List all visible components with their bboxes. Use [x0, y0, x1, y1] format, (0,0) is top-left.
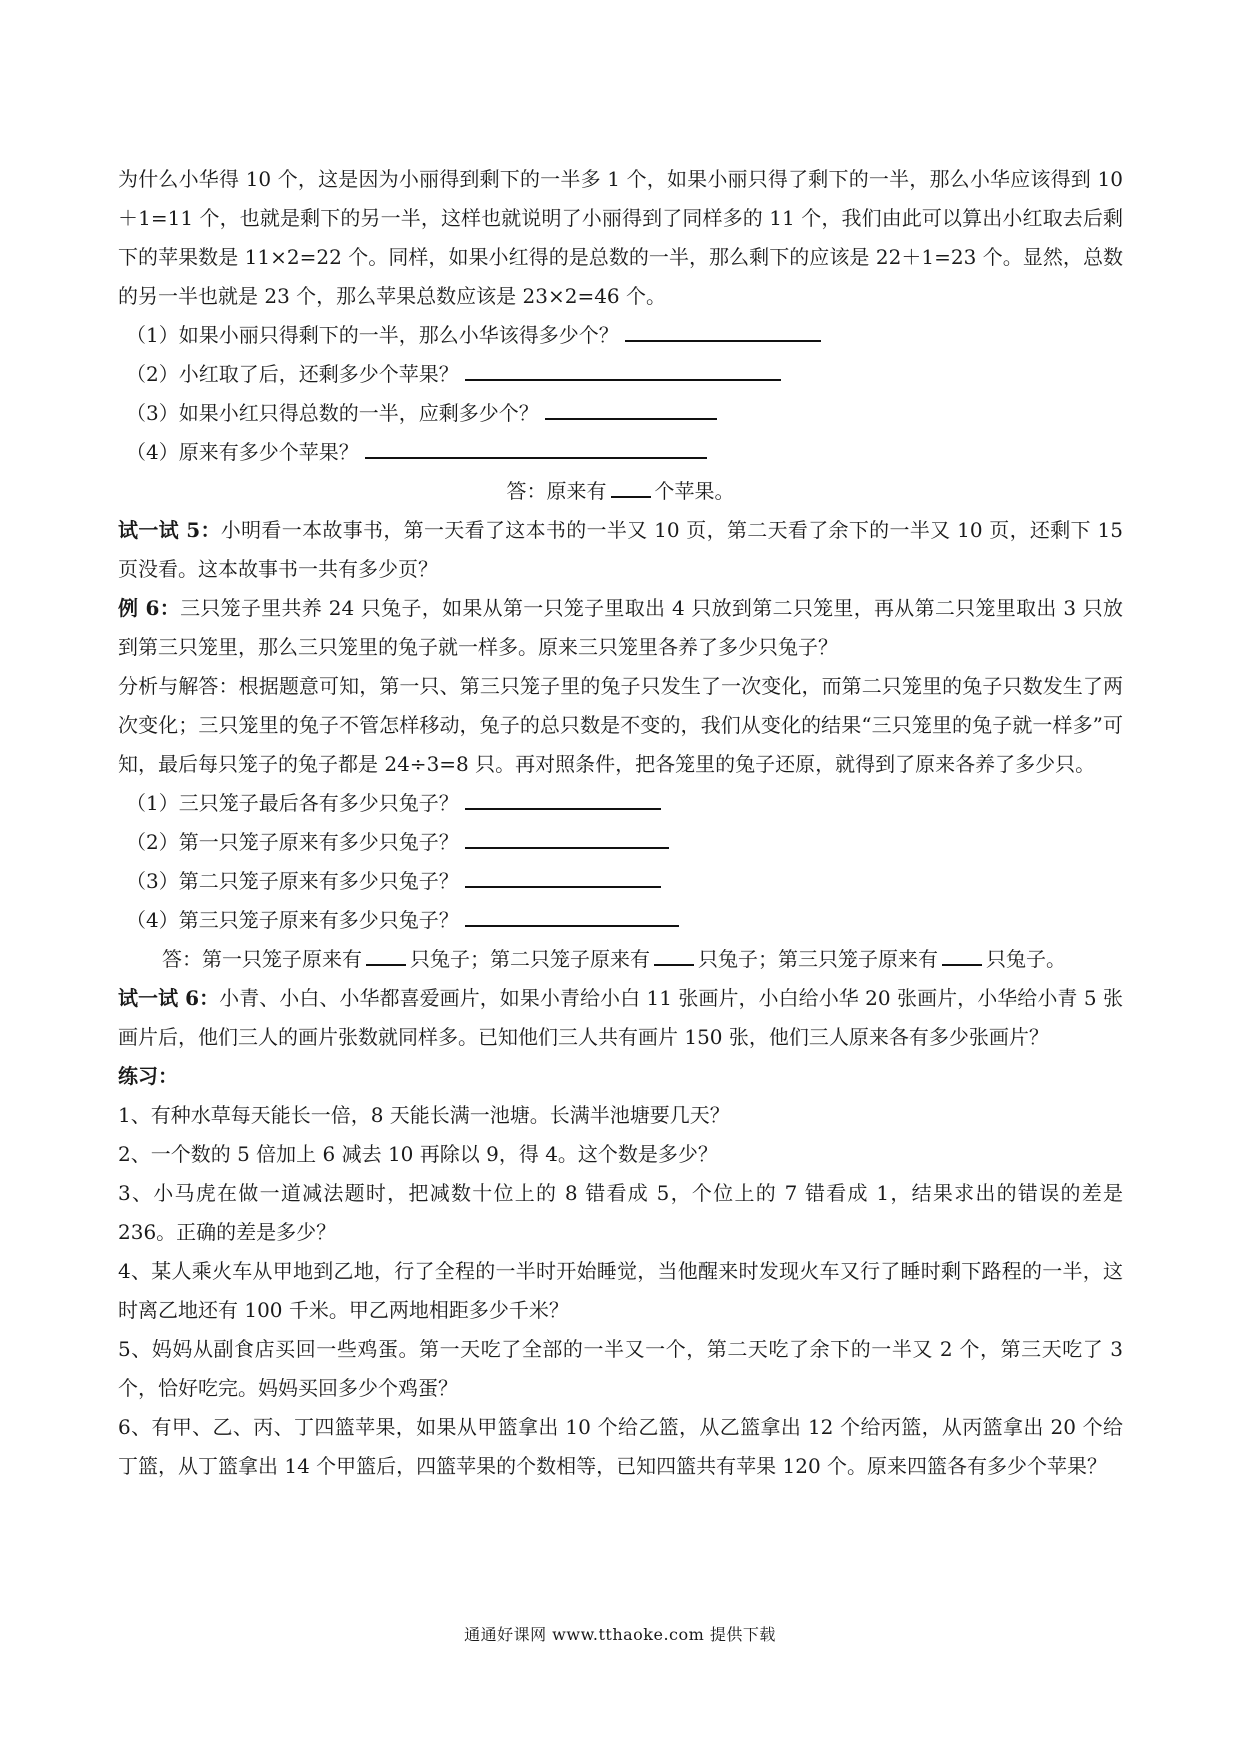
try-it-text: 小青、小白、小华都喜爱画片，如果小青给小白 11 张画片，小白给小华 20 张画片，小华给小青 5 张画片后，他们三人的画片张数就同样多。已知他们三人共有画片 150 张，他们三人原来各有多少张画片？	[118, 986, 1123, 1049]
try-it-label: 试一试 5：	[118, 518, 221, 542]
question-line	[118, 901, 1123, 940]
question-line	[118, 823, 1123, 862]
answer-text: 只兔子；第二只笼子原来有	[410, 947, 650, 971]
answer-blank[interactable]	[365, 456, 707, 459]
answer-blank[interactable]	[465, 807, 661, 810]
practice-item: 3、小马虎在做一道减法题时，把减数十位上的 8 错看成 5，个位上的 7 错看成 1，结果求出的错误的差是 236。正确的差是多少？	[118, 1181, 1123, 1244]
practice-item: 1、有种水草每天能长一倍，8 天能长满一池塘。长满半池塘要几天？	[118, 1103, 730, 1127]
question-text: （2）小红取了后，还剩多少个苹果？	[126, 362, 459, 386]
practice-item: 6、有甲、乙、丙、丁四篮苹果，如果从甲篮拿出 10 个给乙篮，从乙篮拿出 12 个给丙篮，从丙篮拿出 20 个给丁篮，从丁篮拿出 14 个甲篮后，四篮苹果的个数相等，已知四篮共有苹果 120 个。原来四篮各有多少个苹果？	[118, 1415, 1123, 1478]
question-line	[118, 862, 1123, 901]
question-text: （4）第三只笼子原来有多少只兔子？	[126, 908, 459, 932]
question-line	[118, 355, 1123, 394]
try-it-6	[118, 979, 1123, 1057]
document-body	[118, 160, 1123, 1486]
answer-text: 答：原来有	[506, 479, 607, 503]
answer-blank[interactable]	[545, 417, 717, 420]
answer-blank[interactable]	[465, 846, 669, 849]
answer-blank[interactable]	[942, 963, 982, 966]
answer-text: 答：第一只笼子原来有	[162, 947, 362, 971]
try-it-5	[118, 511, 1123, 589]
answer-line	[118, 472, 1123, 511]
question-line	[118, 316, 1123, 355]
practice-item: 4、某人乘火车从甲地到乙地，行了全程的一半时开始睡觉，当他醒来时发现火车又行了睡时剩下路程的一半，这时离乙地还有 100 千米。甲乙两地相距多少千米？	[118, 1259, 1123, 1322]
question-line	[118, 394, 1123, 433]
question-line	[118, 433, 1123, 472]
question-text: （2）第一只笼子原来有多少只兔子？	[126, 830, 459, 854]
answer-blank[interactable]	[611, 495, 651, 498]
question-line	[118, 784, 1123, 823]
practice-item: 5、妈妈从副食店买回一些鸡蛋。第一天吃了全部的一半又一个，第二天吃了余下的一半又 2 个，第三天吃了 3 个，恰好吃完。妈妈买回多少个鸡蛋？	[118, 1337, 1123, 1400]
answer-line	[118, 940, 1123, 979]
question-text: （3）如果小红只得总数的一半，应剩多少个？	[126, 401, 539, 425]
question-text: （4）原来有多少个苹果？	[126, 440, 359, 464]
page-footer: 通通好课网 www.tthaoke.com 提供下载	[464, 1625, 776, 1644]
question-text: （1）如果小丽只得剩下的一半，那么小华该得多少个？	[126, 323, 619, 347]
example-label: 例 6：	[118, 596, 181, 620]
example-6	[118, 589, 1123, 667]
try-it-label: 试一试 6：	[118, 986, 220, 1010]
analysis-paragraph: 分析与解答：根据题意可知，第一只、第三只笼子里的兔子只发生了一次变化，而第二只笼里的兔子只数发生了两次变化；三只笼里的兔子不管怎样移动，兔子的总只数是不变的，我们从变化的结果“三只笼里的兔子就一样多”可知，最后每只笼子的兔子都是 24÷3=8 只。再对照条件，把各笼里的兔子还原，就得到了原来各养了多少只。	[118, 674, 1123, 776]
answer-blank[interactable]	[654, 963, 694, 966]
answer-text: 只兔子；第三只笼子原来有	[698, 947, 938, 971]
example-text: 三只笼子里共养 24 只兔子，如果从第一只笼子里取出 4 只放到第二只笼里，再从第二只笼里取出 3 只放到第三只笼里，那么三只笼里的兔子就一样多。原来三只笼里各养了多少只兔子？	[118, 596, 1123, 659]
question-text: （1）三只笼子最后各有多少只兔子？	[126, 791, 459, 815]
answer-text: 只兔子。	[986, 947, 1066, 971]
practice-item: 2、一个数的 5 倍加上 6 减去 10 再除以 9，得 4。这个数是多少？	[118, 1142, 718, 1166]
practice-heading: 练习：	[118, 1064, 178, 1088]
answer-blank[interactable]	[465, 924, 679, 927]
explanation-paragraph: 为什么小华得 10 个，这是因为小丽得到剩下的一半多 1 个，如果小丽只得了剩下的一半，那么小华应该得到 10＋1=11 个，也就是剩下的另一半，这样也就说明了小丽得到了同样多的 11 个，我们由此可以算出小红取去后剩下的苹果数是 11×2=22 个。同样，如果小红得的是总数的一半，那么剩下的应该是 22＋1=23 个。显然，总数的另一半也就是 23 个，那么苹果总数应该是 23×2=46 个。	[118, 167, 1123, 308]
answer-blank[interactable]	[366, 963, 406, 966]
answer-blank[interactable]	[465, 378, 781, 381]
try-it-text: 小明看一本故事书，第一天看了这本书的一半又 10 页，第二天看了余下的一半又 10 页，还剩下 15 页没看。这本故事书一共有多少页？	[118, 518, 1123, 581]
answer-blank[interactable]	[625, 339, 821, 342]
answer-blank[interactable]	[465, 885, 661, 888]
question-text: （3）第二只笼子原来有多少只兔子？	[126, 869, 459, 893]
answer-text: 个苹果。	[654, 479, 735, 503]
